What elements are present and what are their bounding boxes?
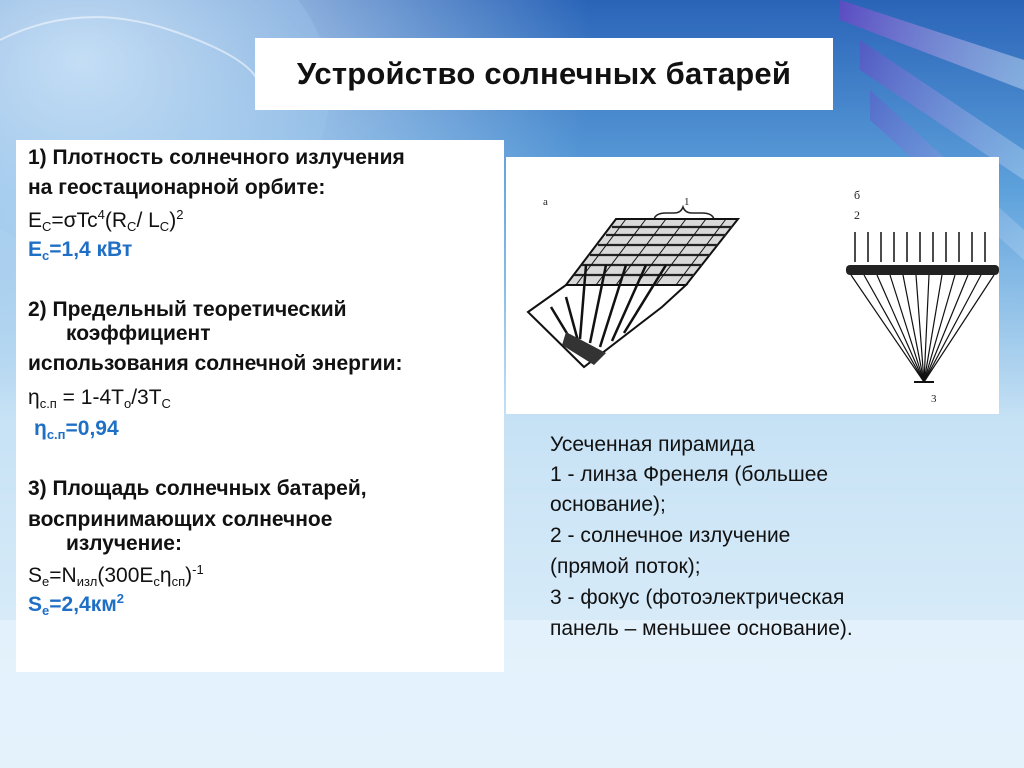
label-3: 3 <box>931 393 937 405</box>
page-title: Устройство солнечных батарей <box>296 56 792 91</box>
s2-line1: 2) Предельный теоретический <box>28 298 347 321</box>
s3-line1: 3) Площадь солнечных батарей, <box>28 477 367 500</box>
figure-panel <box>506 157 999 414</box>
converging-rays-b <box>851 275 994 382</box>
caption-line2: 1 - линза Френеля (большее <box>550 463 829 486</box>
s3-line2: воспринимающих солнечное <box>28 508 333 531</box>
caption-line6: 3 - фокус (фотоэлектрическая <box>550 586 845 609</box>
label-2: 2 <box>854 208 860 222</box>
lens-plate-a <box>566 219 738 285</box>
fresnel-diagram <box>506 157 999 414</box>
fresnel-lens-b <box>846 265 999 275</box>
s1-formula: $E_C=\sigma Tc^4(R_C/$ $L_C)^2$ <box>28 207 184 234</box>
s3-result: $S_e=2,4км^2$ <box>28 591 124 618</box>
caption-line1: Усеченная пирамида <box>550 433 755 456</box>
label-1: 1 <box>684 196 690 208</box>
s2-line3: использования солнечной энергии: <box>28 352 403 375</box>
caption-line7: панель – меньшее основание). <box>550 617 853 640</box>
caption-line4: 2 - солнечное излучение <box>550 524 791 547</box>
caption-line5: (прямой поток); <box>550 555 701 578</box>
s3-formula: $S_e=N_{изл}(300E_c\eta_{сп})^{-1}$ <box>28 562 204 589</box>
s2-result: $\eta_{с.п}=0,94$ <box>34 417 119 442</box>
brace-1 <box>654 207 714 219</box>
s1-result: $E_c=1,4$ кВт <box>28 238 133 263</box>
s1-line2: на геостационарной орбите: <box>28 176 326 199</box>
incoming-rays-b <box>855 232 985 262</box>
label-b: б <box>854 188 861 202</box>
s2-line2: коэффициент <box>66 322 211 345</box>
formula-panel <box>16 140 504 672</box>
caption-line3: основание); <box>550 493 666 516</box>
label-a: а <box>543 196 548 208</box>
title-box <box>255 38 833 110</box>
s1-line1: 1) Плотность солнечного излучения <box>28 146 405 169</box>
s2-formula: $\eta_{с.п} = 1-4T_o/3T_C$ <box>28 386 171 411</box>
s3-line3: излучение: <box>66 532 182 555</box>
